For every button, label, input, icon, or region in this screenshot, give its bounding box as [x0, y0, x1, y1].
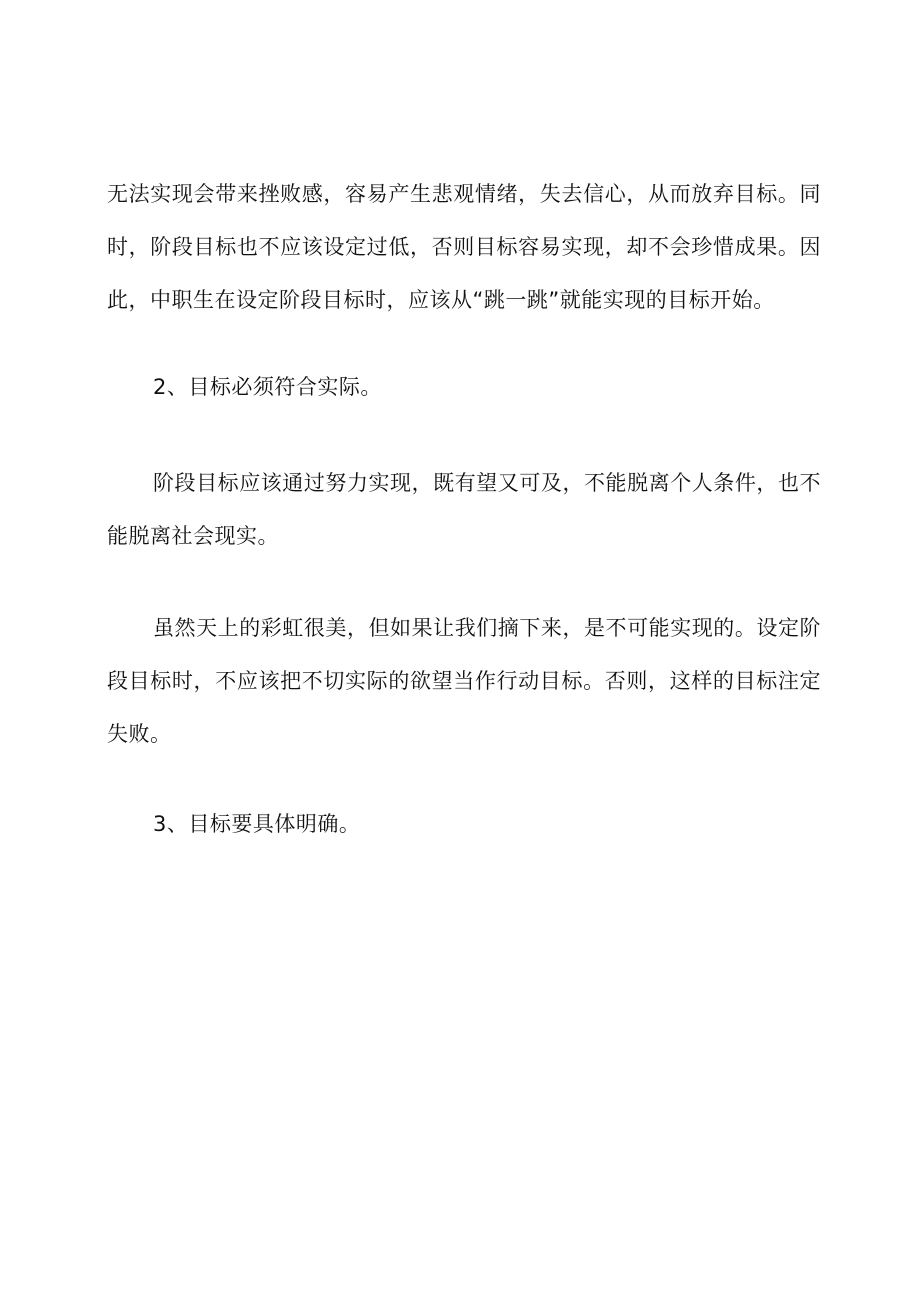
paragraph-body: 阶段目标应该通过努力实现，既有望又可及，不能脱离个人条件，也不能脱离社会现实。: [107, 471, 821, 548]
section-heading-3: 3、目标要具体明确。: [153, 812, 361, 836]
section-heading-2: 2、目标必须符合实际。: [153, 375, 382, 399]
paragraph-body: 虽然天上的彩虹很美，但如果让我们摘下来，是不可能实现的。设定阶段目标时，不应该把不切实际的欲望当作行动目标。否则，这样的目标注定失败。: [107, 616, 821, 746]
paragraph-continuation: 无法实现会带来挫败感，容易产生悲观情绪，失去信心，从而放弃目标。同时，阶段目标也不应该设定过低，否则目标容易实现，却不会珍惜成果。因此，中职生在设定阶段目标时，应该从“跳一跳”就能实现的目标开始。: [107, 182, 821, 312]
